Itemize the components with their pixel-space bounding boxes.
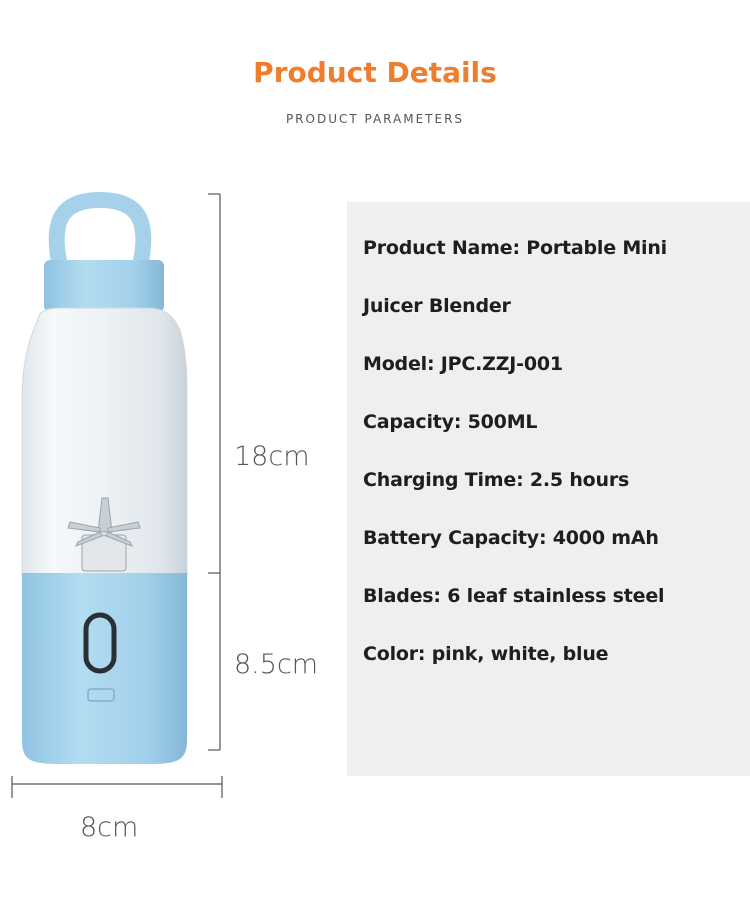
handle — [57, 200, 144, 266]
dimension-width: 8cm — [80, 812, 139, 843]
spec-line: Capacity: 500ML — [363, 411, 538, 433]
dimension-height-top: 18cm — [234, 441, 310, 472]
spec-line: Color: pink, white, blue — [363, 643, 609, 665]
cap — [44, 260, 164, 312]
dimension-height-bottom: 8.5cm — [234, 649, 319, 680]
spec-line: Juicer Blender — [363, 295, 511, 317]
blender-illustration — [0, 180, 340, 860]
spec-line: Product Name: Portable Mini — [363, 237, 667, 259]
page-title: Product Details — [253, 56, 497, 89]
spec-line: Charging Time: 2.5 hours — [363, 469, 630, 491]
spec-line: Battery Capacity: 4000 mAh — [363, 527, 659, 549]
spec-line: Blades: 6 leaf stainless steel — [363, 585, 665, 607]
page-subtitle: PRODUCT PARAMETERS — [285, 112, 465, 126]
spec-panel — [347, 202, 750, 776]
spec-line: Model: JPC.ZZJ-001 — [363, 353, 563, 375]
